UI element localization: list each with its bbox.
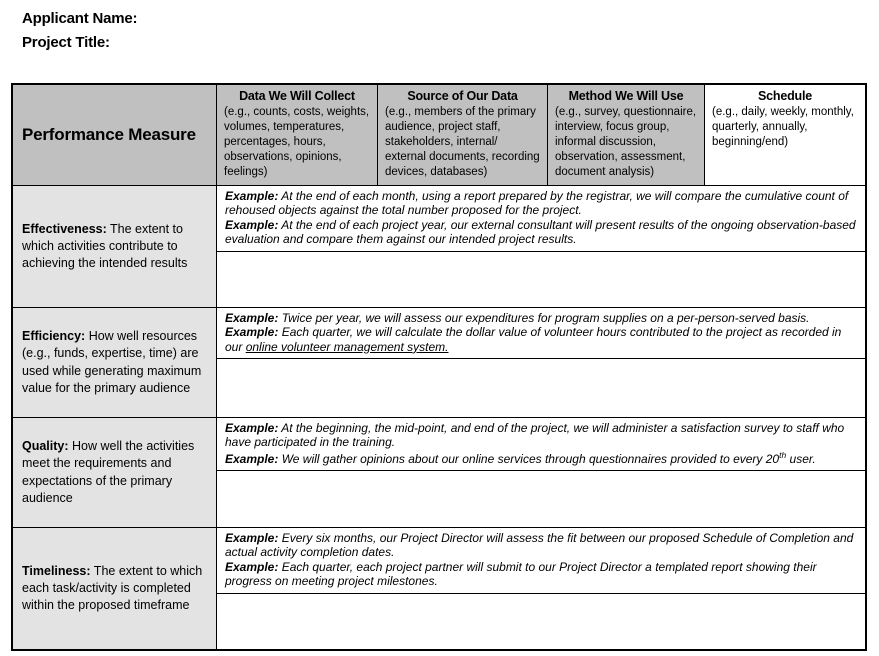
examples-cell [217,528,865,594]
measure-definition-cell [13,418,217,527]
measure-definition-cell [13,186,217,307]
column-header-data-we-will-collect [217,85,378,185]
performance-measure-header-cell [13,85,217,185]
measure-term: Timeliness: [22,563,91,578]
measure-definition-cell [13,528,217,649]
answer-column [217,186,865,307]
example-label: Example: [225,325,279,340]
example-text: At the end of each project year, our external consultant will present results of the ongoing observation-based evaluation and compare them against our intended project results. [225,217,856,247]
example-label: Example: [225,217,279,232]
blank-answer-cell[interactable] [217,471,865,527]
example-label: Example: [225,421,279,435]
measure-description: How well resources (e.g., funds, expertise, time) are used while generating maximum value for the primary audience [22,329,202,395]
measure-row-efficiency [13,308,865,418]
document-header [22,7,137,55]
column-header-source-of-our-data [378,85,548,185]
example-label: Example: [225,559,279,574]
example-label: Example: [225,189,279,203]
example-text: Each quarter, we will calculate the dollar value of volunteer hours contributed to the project as recorded in our [225,325,842,354]
measure-term: Effectiveness: [22,221,107,236]
measure-description: The extent to which each task/activity is completed within the proposed timeframe [22,563,203,613]
example-text: Twice per year, we will assess our expenditures for program supplies on a per-person-served basis. [278,311,810,325]
example-label: Example: [225,311,279,325]
example-text: At the end of each month, using a report prepared by the registrar, we will compare the cumulative count of rehoused objects against the total number proposed for the project. [225,189,849,218]
answer-column [217,528,865,649]
example-label: Example: [225,531,279,545]
column-title: Source of Our Data [407,89,518,103]
performance-measure-table [11,83,867,651]
examples-cell [217,186,865,252]
example-text: Every six months, our Project Director will assess the fit between our proposed Schedule of Completion and actual activity completion dates. [225,531,854,560]
table-header-row [13,85,865,186]
column-title: Data We Will Collect [239,89,355,103]
measure-term: Quality: [22,439,69,453]
answer-column [217,308,865,417]
measure-description: How well the activities meet the requirements and expectations of the primary audience [22,439,195,505]
measure-definition-cell [13,308,217,417]
example-line [225,560,857,589]
column-header-schedule [705,85,865,185]
blank-answer-cell[interactable] [217,252,865,307]
measure-row-quality [13,418,865,528]
example-text: We will gather opinions about our online services through questionnaires provided to every 20 [278,451,780,466]
example-line [225,450,857,466]
column-description: (e.g., counts, costs, weights, volumes, temperatures, percentages, hours, observations, opinions, feelings) [224,106,370,178]
column-header-method-we-will-use [548,85,705,185]
answer-column [217,418,865,527]
example-line [225,421,857,450]
example-text: Each quarter, each project partner will submit to our Project Director a templated report showing their progress on meeting project milestones. [225,559,817,589]
example-line [225,311,857,325]
column-description: (e.g., survey, questionnaire, interview, focus group, informal discussion, observation, assessment, document analysis) [555,106,697,178]
example-text: At the beginning, the mid-point, and end of the project, we will administer a satisfaction survey to staff who have participated in the training. [225,421,845,450]
column-description: (e.g., members of the primary audience, project staff, stakeholders, internal/ external documents, recording devices, databases) [385,106,540,178]
example-text: user. [786,451,816,466]
column-description: (e.g., daily, weekly, monthly, quarterly, annually, beginning/end) [712,106,854,149]
blank-answer-cell[interactable] [217,594,865,649]
column-title: Schedule [758,89,812,103]
blank-answer-cell[interactable] [217,359,865,417]
examples-cell [217,418,865,471]
project-title-label: Project Title: [22,34,110,51]
measure-row-timeliness [13,528,865,649]
performance-measure-title: Performance Measure [22,125,196,144]
example-text-superscript: th [779,449,787,460]
example-label: Example: [225,451,279,466]
example-line [225,325,857,354]
examples-cell [217,308,865,359]
measure-term: Efficiency: [22,329,86,343]
column-title: Method We Will Use [568,89,684,103]
example-line [225,531,857,560]
measure-row-effectiveness [13,186,865,308]
example-line [225,189,857,218]
measure-description: The extent to which activities contribute to achieving the intended results [22,221,188,271]
example-text-underlined: online volunteer management system. [245,339,449,354]
example-line [225,218,857,247]
applicant-name-label: Applicant Name: [22,10,138,27]
